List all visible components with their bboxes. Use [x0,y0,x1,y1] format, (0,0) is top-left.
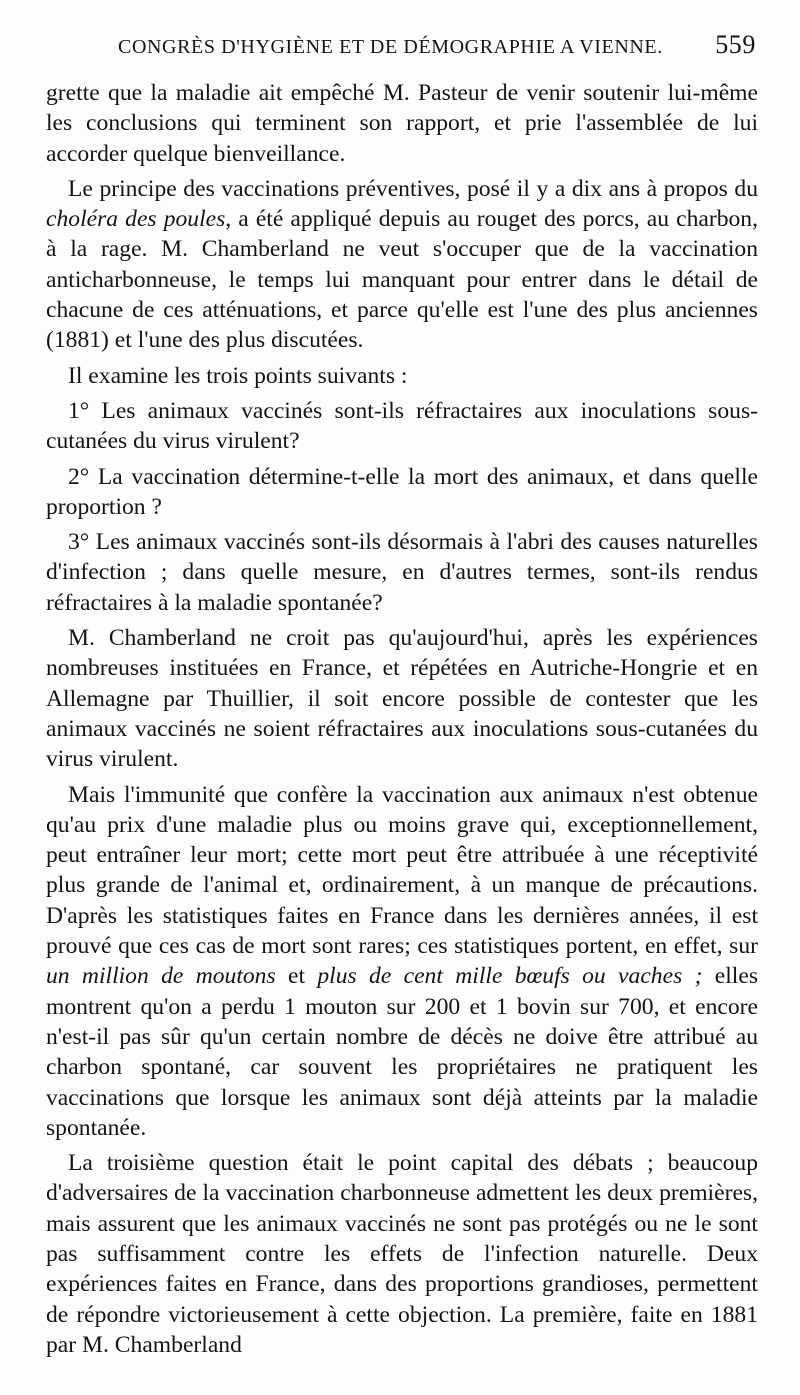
paragraph-text: Le principe des vaccinations préventives, posé il y a dix ans à propos du [68,175,758,202]
italic-text: un million de moutons [46,963,276,990]
italic-text: choléra des poules [46,206,226,233]
running-title: CONGRÈS D'HYGIÈNE ET DE DÉMOGRAPHIE A VIENNE. [118,36,663,58]
paragraph-point-2: 2° La vaccination détermine-t-elle la mort des animaux, et dans quelle proportion ? [46,463,758,520]
paragraph-point-3: 3° Les animaux vaccinés sont-ils désormais à l'abri des causes naturelles d'infection ; dans quelle mesure, en d'autres termes, sont-ils rendus réfractaires à la maladie spontanée? [46,529,758,616]
paragraph-principe [46,174,758,356]
paragraph-point-1: 1° Les animaux vaccinés sont-ils réfractaires aux inoculations sous-cutanées du virus virulent? [46,397,758,455]
italic-text: plus de cent mille bœufs ou vaches ; [317,963,703,990]
paragraph-text: Mais l'immunité que confère la vaccination aux animaux n'est obtenue qu'au prix d'une maladie plus ou moins grave qui, exceptionnellement, peut entraîner leur mort; cette mort peut être attribuée à une réceptivité plus grande de l'animal et, ordinairement, à un manque de précautions. D'après les statistiques faites en France dans les dernières années, il est prouvé que ces cas de mort sont rares; ces statistiques portent, en effet, sur [46,781,758,960]
paragraph-text: et [275,963,318,990]
paragraph-troisieme-question: La troisième question était le point capital des débats ; beaucoup d'adversaires de la vaccination charbonneuse admettent les deux premières, mais assurent que les animaux vaccinés ne sont pas protégés ou ne le sont pas suffisamment contre les effets de l'infection naturelle. Deux expériences faites en France, dans des proportions grandioses, permettent de répondre victorieusement à cette objection. La première, faite en 1881 par M. Chamberland [46,1150,758,1358]
paragraph-text: , a été appliqué depuis au rouget des porcs, au charbon, à la rage. M. Chamberland ne veut s'occuper que de la vaccination anticharbonneuse, le temps lui manquant pour entrer dans le détail de chacune de ces atténuations, et parce qu'elle est l'une des plus anciennes (1881) et l'une des plus discutées. [46,206,758,354]
running-header [118,30,758,64]
paragraph-text: elles montrent qu'on a perdu 1 mouton sur 200 et 1 bovin sur 700, et encore n'est-il pas sûr qu'un certain nombre de décès ne doive être attribué au charbon spontané, car souvent les propriétaires ne pratiquent les vaccinations que lorsque les animaux sont déjà atteints par la maladie spontanée. [46,963,759,1141]
paragraph-immunite [46,780,758,1144]
body-text [46,78,758,1360]
page-number: 559 [715,30,756,59]
paragraph-intro-points: Il examine les trois points suivants : [68,362,408,389]
paragraph-chamberland: M. Chamberland ne croit pas qu'aujourd'hui, après les expériences nombreuses instituées en France, et répétées en Autriche-Hongrie et en Allemagne par Thuillier, il soit encore possible de contester que les animaux vaccinés ne soient réfractaires aux inoculations sous-cutanées du virus virulent. [46,625,758,773]
paragraph-continuation: grette que la maladie ait empêché M. Pasteur de venir soutenir lui-même les conclusions qui terminent son rapport, et prie l'assemblée de lui accorder quelque bienveillance. [46,80,758,167]
